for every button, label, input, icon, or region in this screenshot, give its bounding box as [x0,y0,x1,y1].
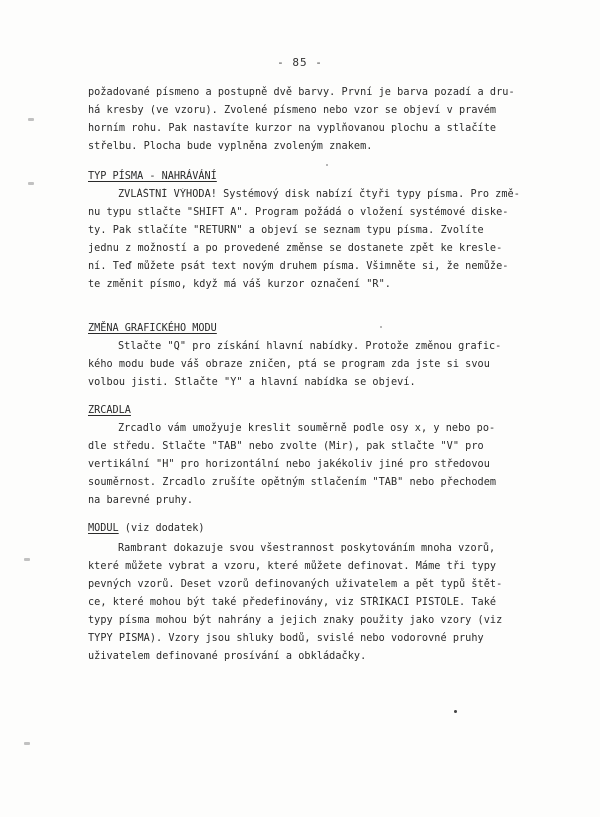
section-1-line-4: jednu z možností a po provedené změnse se dostanete zpět ke kresle- [88,243,503,254]
intro-line-1: požadované písmeno a postupně dvě barvy. První je barva pozadí a dru- [88,87,515,98]
section-heading-typ-pisma: TYP PÍSMA - NAHRÁVÁNÍ [88,171,217,182]
scan-artifact-dot [454,710,457,713]
section-1-line-3: ty. Pak stlačíte "RETURN" a objeví se seznam typu písma. Zvolíte [88,225,484,236]
section-4-line-2: které můžete vybrat a vzoru, které můžete definovat. Máme tři typy [88,561,497,572]
section-2-line-2: kého modu bude váš obraze zničen, ptá se program zda jste si svou [88,359,490,370]
section-4-line-5: typy písma mohou být nahrány a jejich znaky použity jako vzory (viz [88,615,503,626]
section-4-line-3: pevných vzorů. Deset vzorů definovaných uživatelem a pět typů štět- [88,579,503,590]
section-2-line-1: Stlačte "Q" pro získání hlavní nabídky. Protože změnou grafic- [118,341,502,352]
section-1-line-5: ní. Teď můžete psát text novým druhem písma. Všimněte si, že nemůže- [88,261,509,272]
scan-artifact-mark [24,742,30,745]
scan-artifact-mark [28,118,34,121]
section-heading-zmena-grafickeho-modu: ZMĚNA GRAFICKÉHO MODU [88,323,217,334]
section-1-line-1: ZVLÁŠTNÍ VÝHODA! Systémový disk nabízí čtyři typy písma. Pro změ- [118,189,520,200]
scan-artifact-dot [326,164,328,166]
scan-artifact-dot [380,326,382,328]
section-heading-modul-note: (viz dodatek) [118,523,205,534]
intro-line-2: há kresby (ve vzoru). Zvolené písmeno nebo vzor se objeví v pravém [88,105,497,116]
section-1-line-6: te změnit písmo, když má váš kurzor označení "R". [88,279,391,290]
section-3-line-5: na barevné pruhy. [88,495,194,506]
section-heading-modul: MODUL [88,523,119,534]
section-heading-modul-row [88,522,205,536]
intro-line-3: horním rohu. Pak nastavíte kurzor na vyplňovanou plochu a stlačíte [88,123,497,134]
section-3-line-3: vertikální "H" pro horizontální nebo jakékoliv jiné pro středovou [88,459,490,470]
scan-artifact-mark [28,182,34,185]
section-3-line-4: souměrnost. Zrcadlo zrušíte opětným stlačením "TAB" nebo přechodem [88,477,497,488]
page-number: - 85 - [277,56,323,69]
section-heading-zrcadla: ZRCADLA [88,405,131,416]
scan-artifact-mark [24,558,30,561]
intro-line-4: střelbu. Plocha bude vyplněna zvoleným znakem. [88,141,373,152]
section-1-line-2: nu typu stlačte "SHIFT A". Program požádá o vložení systémové diske- [88,207,509,218]
section-3-line-1: Zrcadlo vám umožyuje kreslit souměrně podle osy x, y nebo po- [118,423,496,434]
section-4-line-6: TYPY PÍSMA). Vzory jsou shluky bodů, svislé nebo vodorovné pruhy [88,633,484,644]
section-4-line-7: uživatelem definované prosívání a obkládačky. [88,651,367,662]
section-3-line-2: dle středu. Stlačte "TAB" nebo zvolte (Mir), pak stlačte "V" pro [88,441,484,452]
section-4-line-1: Rambrant dokazuje svou všestrannost poskytováním mnoha vzorů, [118,543,496,554]
section-2-line-3: volbou jisti. Stlačte "Y" a hlavní nabídka se objeví. [88,377,416,388]
section-4-line-4: ce, které mohou být také předefinovány, viz STŘÍKACÍ PISTOLE. Také [88,597,497,608]
